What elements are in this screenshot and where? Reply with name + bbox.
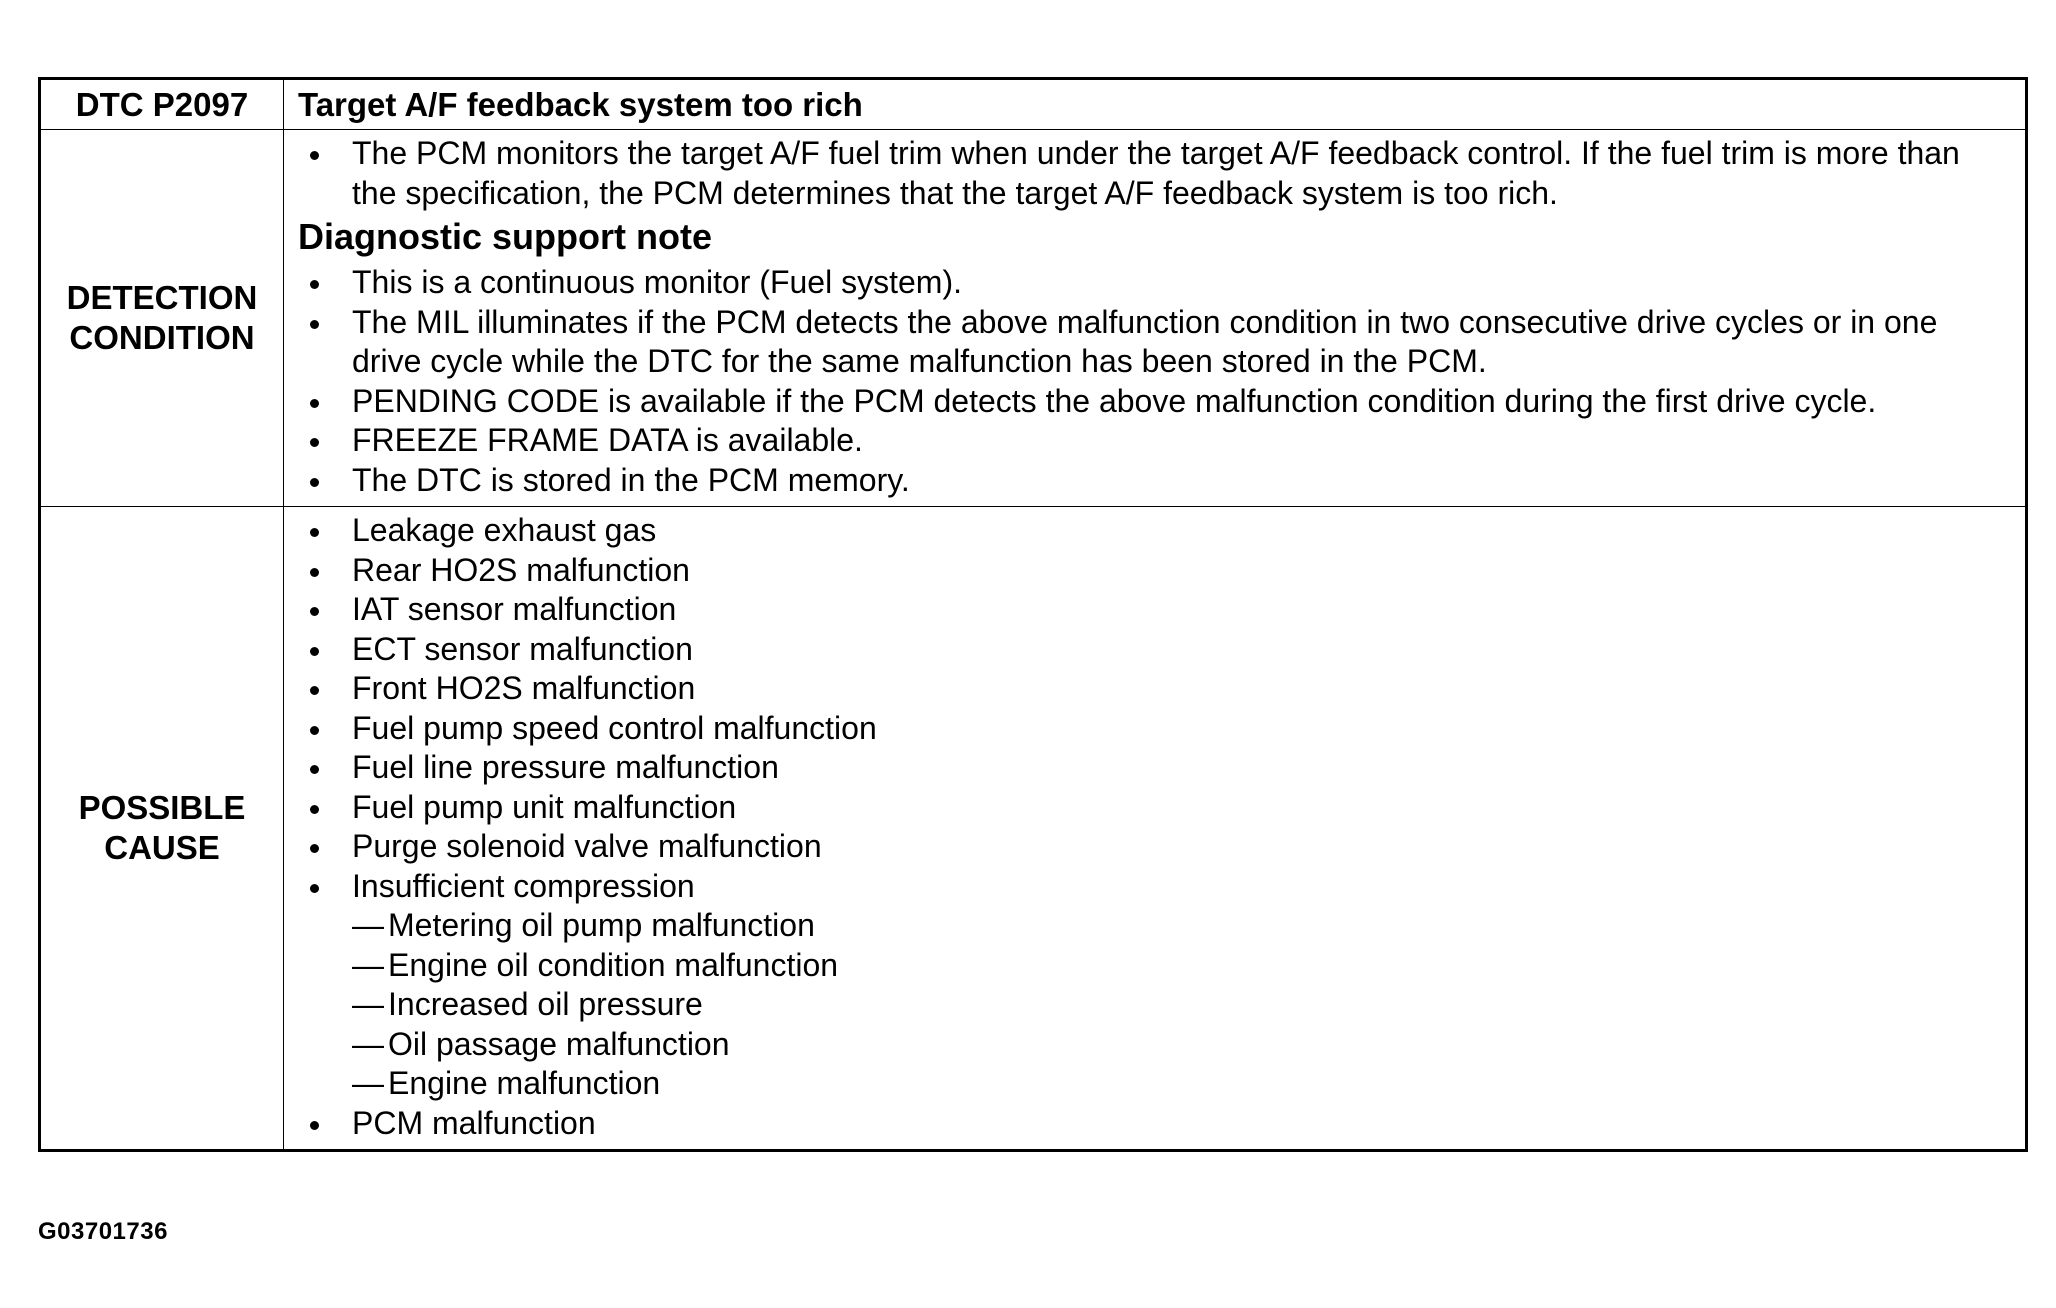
figure-id: G03701736 <box>38 1218 168 1245</box>
possible-cause-label-line2: CAUSE <box>104 829 220 866</box>
support-note-heading: Diagnostic support note <box>298 216 712 257</box>
detection-content <box>284 130 2027 507</box>
cause-item: Fuel pump unit malfunction <box>298 788 2005 828</box>
support-note-item: FREEZE FRAME DATA is available. <box>298 421 2005 461</box>
cause-item: Leakage exhaust gas <box>298 511 2005 551</box>
cause-item: Fuel pump speed control malfunction <box>298 709 2005 749</box>
dtc-table <box>38 77 2028 1152</box>
possible-cause-row <box>40 507 2027 1151</box>
cause-item: IAT sensor malfunction <box>298 590 2005 630</box>
sub-cause-item <box>352 985 2005 1025</box>
cause-item: Rear HO2S malfunction <box>298 551 2005 591</box>
dash-glyph: — <box>352 1025 384 1062</box>
possible-cause-list <box>298 511 2005 1143</box>
sub-cause-item <box>352 1064 2005 1104</box>
dash-glyph: — <box>352 986 384 1022</box>
dtc-title: Target A/F feedback system too rich <box>284 79 2027 130</box>
detection-label-line2: CONDITION <box>69 319 255 356</box>
cause-item-label: Insufficient compression <box>352 867 695 904</box>
dash-glyph: — <box>352 907 384 943</box>
sub-cause-text: Engine malfunction <box>388 1065 661 1101</box>
possible-cause-label <box>40 507 284 1151</box>
cause-item: Fuel line pressure malfunction <box>298 748 2005 788</box>
sub-cause-item <box>352 946 2005 986</box>
sub-cause-item <box>352 1025 2005 1065</box>
sub-cause-item <box>352 906 2005 946</box>
cause-item: ECT sensor malfunction <box>298 630 2005 670</box>
dash-glyph: — <box>352 946 384 983</box>
support-note-item: PENDING CODE is available if the PCM detects the above malfunction condition during the first drive cycle. <box>298 382 2005 422</box>
dtc-code: DTC P2097 <box>40 79 284 130</box>
support-note-item: The DTC is stored in the PCM memory. <box>298 461 2005 501</box>
cause-item: Front HO2S malfunction <box>298 669 2005 709</box>
support-note-item: This is a continuous monitor (Fuel system). <box>298 263 2005 303</box>
cause-item-compression <box>298 867 2005 1104</box>
cause-item: Purge solenoid valve malfunction <box>298 827 2005 867</box>
support-note-item: The MIL illuminates if the PCM detects the above malfunction condition in two consecutive drive cycles or in one drive cycle while the DTC for the same malfunction has been stored in the PCM. <box>298 303 2005 382</box>
dash-glyph: — <box>352 1065 384 1101</box>
detection-label-line1: DETECTION <box>66 279 258 316</box>
possible-cause-label-line1: POSSIBLE <box>78 789 246 826</box>
sub-cause-text: Metering oil pump malfunction <box>388 907 815 943</box>
detection-description: The PCM monitors the target A/F fuel trim when under the target A/F feedback control. If the fuel trim is more than the specification, the PCM determines that the target A/F feedback system is too rich. <box>298 134 2005 213</box>
support-note-list <box>298 263 2005 500</box>
header-row <box>40 79 2027 130</box>
detection-label <box>40 130 284 507</box>
possible-cause-content <box>284 507 2027 1151</box>
detection-description-list <box>298 134 2005 213</box>
sub-cause-text: Oil passage malfunction <box>388 1025 730 1062</box>
sub-cause-text: Engine oil condition malfunction <box>388 946 839 983</box>
compression-sub-list <box>352 906 2005 1104</box>
cause-item: PCM malfunction <box>298 1104 2005 1144</box>
detection-row <box>40 130 2027 507</box>
sub-cause-text: Increased oil pressure <box>388 986 703 1022</box>
